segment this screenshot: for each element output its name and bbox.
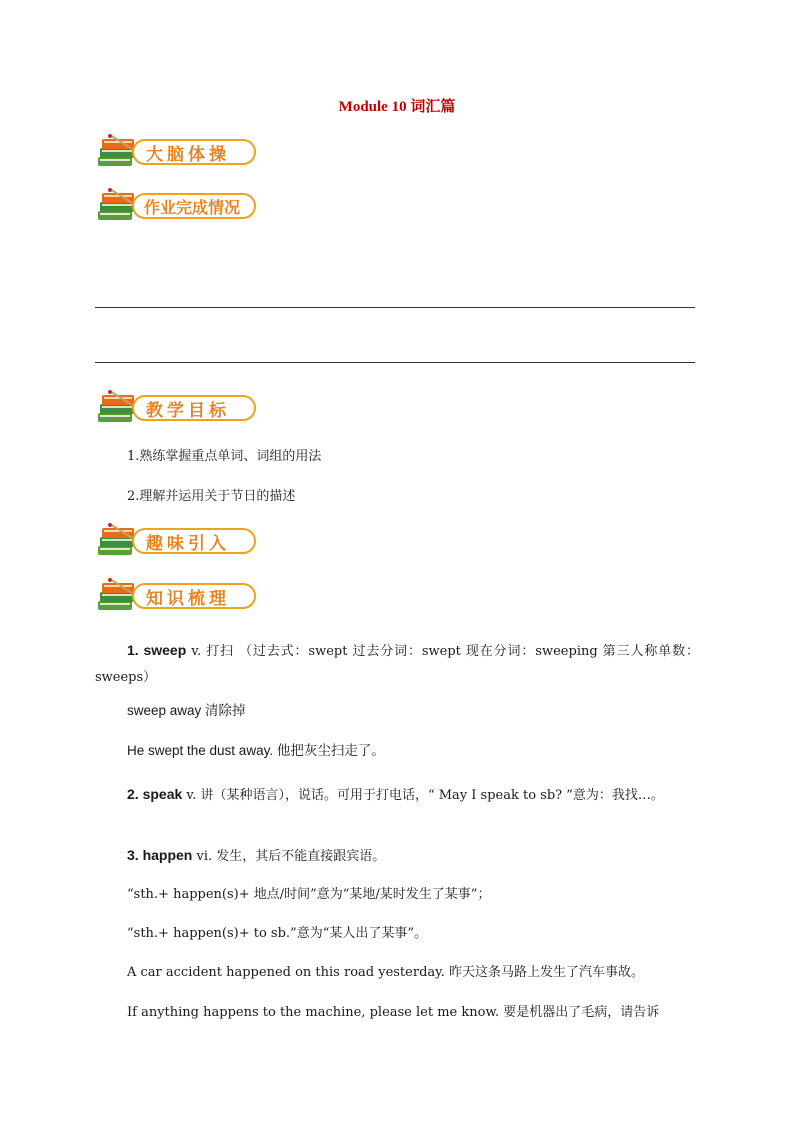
goal-item: 2.理解并运用关于节日的描述 — [127, 489, 296, 504]
vocab-phrase: sweep away 清除掉 — [127, 703, 246, 718]
brain-exercise-badge — [96, 133, 258, 173]
vocab-entry-happen — [127, 846, 385, 866]
vocab-example: If anything happens to the machine, please let me know. 要是机器出了毛病，请告诉 — [127, 1005, 660, 1020]
homework-status-badge — [96, 187, 258, 227]
page-title: Module 10 词汇篇 — [338, 99, 456, 115]
badge-label: 趣味引入 — [132, 528, 256, 554]
vocab-entry-sweep — [95, 637, 699, 691]
fun-intro-badge — [96, 522, 258, 562]
vocab-definition: vi. 发生，其后不能直接跟宾语。 — [196, 849, 386, 864]
books-icon — [96, 577, 136, 615]
usage-pattern: “sth.+ happen(s)+ to sb.”意为“某人出了某事”。 — [127, 926, 427, 941]
vocab-example: A car accident happened on this road yesterday. 昨天这条马路上发生了汽车事故。 — [127, 965, 645, 980]
books-icon — [96, 389, 136, 427]
books-icon — [96, 522, 136, 560]
goal-item: 1.熟练掌握重点单词、词组的用法 — [127, 449, 322, 464]
books-icon — [96, 133, 136, 171]
vocab-headword: 1. sweep — [127, 642, 187, 658]
vocab-headword: 2. speak — [127, 786, 183, 802]
books-icon — [96, 187, 136, 225]
answer-line-2 — [95, 362, 695, 363]
vocab-example: He swept the dust away. 他把灰尘扫走了。 — [127, 743, 385, 758]
vocab-definition: v. 打扫 （过去式：swept 过去分词：swept 现在分词：sweeping 第三人称单数：sweeps） — [95, 644, 699, 685]
vocab-entry-speak — [95, 781, 699, 809]
badge-label: 大脑体操 — [132, 139, 256, 165]
knowledge-review-badge — [96, 577, 258, 617]
vocab-headword: 3. happen — [127, 847, 193, 863]
badge-label: 知识梳理 — [132, 583, 256, 609]
badge-label: 作业完成情况 — [132, 193, 256, 219]
vocab-definition: v. 讲（某种语言），说话。可用于打电话，“ May I speak to sb? ”意为：我找…。 — [186, 788, 664, 803]
teaching-goals-badge — [96, 389, 258, 429]
answer-line-1 — [95, 307, 695, 308]
badge-label: 教学目标 — [132, 395, 256, 421]
usage-pattern: “sth.+ happen(s)+ 地点/时间”意为“某地/某时发生了某事”； — [127, 887, 491, 902]
